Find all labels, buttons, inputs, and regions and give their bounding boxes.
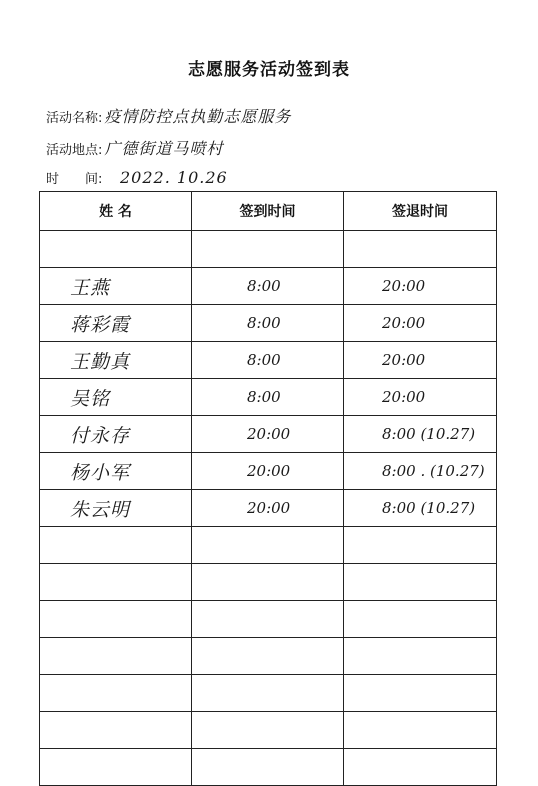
sign-in-time-cell: 8:00 <box>192 305 344 342</box>
sign-out-time-cell <box>344 675 497 712</box>
name-cell <box>40 564 192 601</box>
name-cell: 朱云明 <box>40 490 192 527</box>
sign-out-time-cell: 20:00 <box>344 305 497 342</box>
name-cell <box>40 527 192 564</box>
time-label: 时 间: <box>46 172 103 187</box>
location-value: 广德街道马喷村 <box>104 139 224 158</box>
time-field <box>46 168 228 187</box>
sign-in-time-cell <box>192 601 344 638</box>
sign-in-time-cell <box>192 749 344 786</box>
table-row <box>40 305 497 342</box>
sign-in-time-cell: 8:00 <box>192 342 344 379</box>
header-sign-in-time: 签到时间 <box>192 192 344 231</box>
table-row <box>40 379 497 416</box>
table-row <box>40 638 497 675</box>
name-cell <box>40 638 192 675</box>
name-cell <box>40 712 192 749</box>
page-title: 志愿服务活动签到表 <box>188 60 350 80</box>
name-cell: 付永存 <box>40 416 192 453</box>
table-row <box>40 231 497 268</box>
sign-out-time-cell <box>344 712 497 749</box>
name-cell <box>40 231 192 268</box>
sign-out-time-cell <box>344 638 497 675</box>
activity-name-value: 疫情防控点执勤志愿服务 <box>104 107 292 126</box>
time-value: 2022. 10.26 <box>120 168 228 187</box>
sign-in-table <box>39 191 497 786</box>
sign-out-time-cell <box>344 601 497 638</box>
name-cell: 吴铭 <box>40 379 192 416</box>
sign-in-time-cell: 20:00 <box>192 416 344 453</box>
table-row <box>40 601 497 638</box>
table-row <box>40 527 497 564</box>
activity-name-label: 活动名称: <box>46 111 103 126</box>
table-row <box>40 490 497 527</box>
sign-out-time-cell: 8:00 (10.27) <box>344 416 497 453</box>
name-cell: 王燕 <box>40 268 192 305</box>
sign-in-time-cell <box>192 675 344 712</box>
table-row <box>40 749 497 786</box>
sign-out-time-cell <box>344 564 497 601</box>
sign-out-time-cell: 8:00 (10.27) <box>344 490 497 527</box>
header-name: 姓 名 <box>40 192 192 231</box>
name-cell <box>40 749 192 786</box>
table-row <box>40 564 497 601</box>
sign-in-time-cell <box>192 638 344 675</box>
sign-in-time-cell: 20:00 <box>192 453 344 490</box>
sign-in-time-cell: 8:00 <box>192 379 344 416</box>
sign-out-time-cell: 8:00 . (10.27) <box>344 453 497 490</box>
activity-name-field <box>46 104 291 127</box>
sign-out-time-cell <box>344 527 497 564</box>
name-cell <box>40 601 192 638</box>
name-cell <box>40 675 192 712</box>
sign-in-time-cell <box>192 712 344 749</box>
table-header-row <box>40 192 497 231</box>
name-cell: 王勤真 <box>40 342 192 379</box>
location-label: 活动地点: <box>46 143 103 158</box>
table-row <box>40 675 497 712</box>
table-row <box>40 712 497 749</box>
name-cell: 杨小军 <box>40 453 192 490</box>
table-row <box>40 342 497 379</box>
name-cell: 蒋彩霞 <box>40 305 192 342</box>
table-row <box>40 453 497 490</box>
sign-in-time-cell: 8:00 <box>192 268 344 305</box>
location-field <box>46 136 223 159</box>
sign-out-time-cell <box>344 231 497 268</box>
sign-in-time-cell <box>192 527 344 564</box>
sign-out-time-cell: 20:00 <box>344 342 497 379</box>
sign-out-time-cell: 20:00 <box>344 379 497 416</box>
table-row <box>40 416 497 453</box>
sign-out-time-cell <box>344 749 497 786</box>
sign-in-time-cell <box>192 564 344 601</box>
sign-in-time-cell: 20:00 <box>192 490 344 527</box>
sign-out-time-cell: 20:00 <box>344 268 497 305</box>
sign-in-time-cell <box>192 231 344 268</box>
header-sign-out-time: 签退时间 <box>344 192 497 231</box>
table-row <box>40 268 497 305</box>
